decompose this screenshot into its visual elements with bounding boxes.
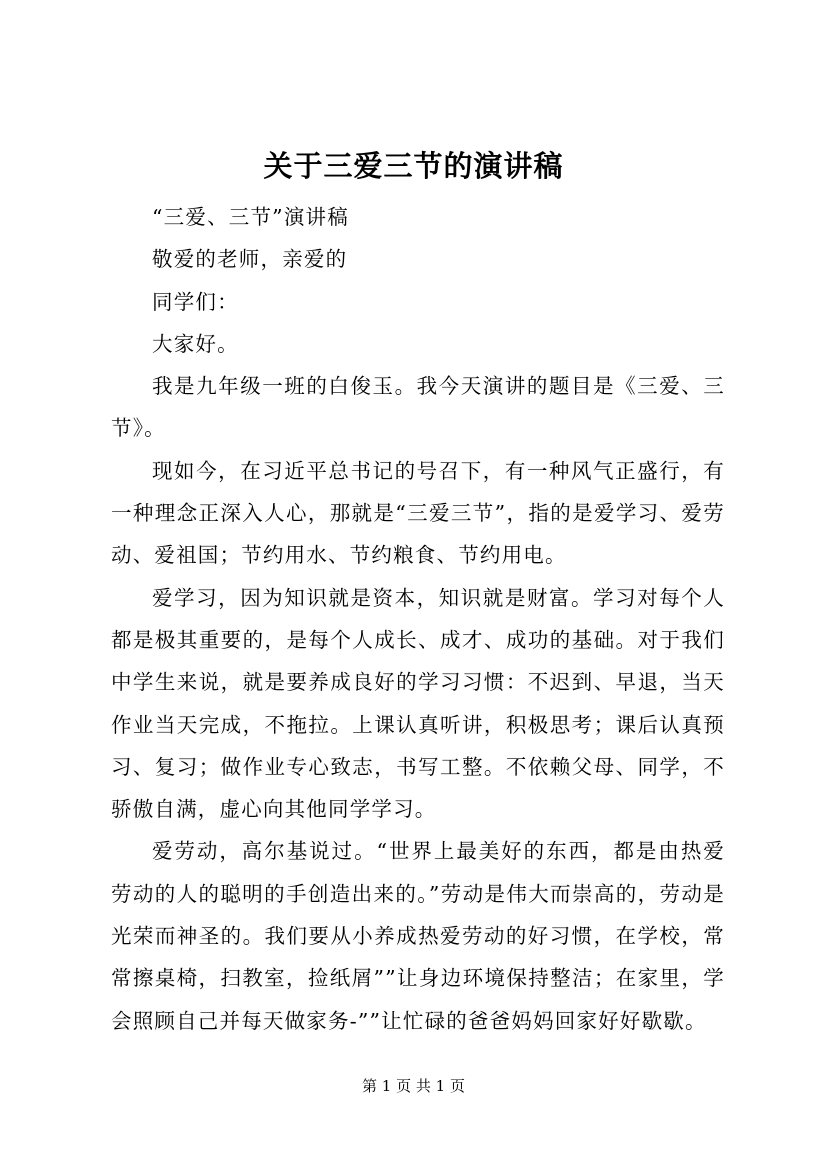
paragraph-love-labor: 爱劳动，高尔基说过。“世界上最美好的东西，都是由热爱劳动的人的聪明的手创造出来的。”劳动是伟大而崇高的，劳动是光荣而神圣的。我们要从小养成热爱劳动的好习惯，在学校，常常擦桌椅，扫教室，捡纸屑””让身边环境保持整洁；在家里，学会照顾自己并每天做家务-””让忙碌的爸爸妈妈回家好好歇歇。 <box>111 839 725 1033</box>
paragraph-introduction: 我是九年级一班的白俊玉。我今天演讲的题目是《三爱、三节》。 <box>111 374 725 441</box>
document-title: 关于三爱三节的演讲稿 <box>263 149 564 183</box>
paragraph-subtitle: “三爱、三节”演讲稿 <box>152 205 349 229</box>
paragraph-salutation: 敬爱的老师，亲爱的 <box>152 247 348 272</box>
paragraph-greeting: 大家好。 <box>152 331 239 356</box>
document-body <box>111 196 725 1042</box>
paragraph-salutation-continued: 同学们： <box>152 289 239 314</box>
page-number-footer: 第 1 页 共 1 页 <box>362 1077 465 1095</box>
paragraph-three-loves-overview: 现如今，在习近平总书记的号召下，有一种风气正盛行，有一种理念正深入人心，那就是“三爱三节”，指的是爱学习、爱劳动、爱祖国；节约用水、节约粮食、节约用电。 <box>111 458 725 568</box>
paragraph-love-learning: 爱学习，因为知识就是资本，知识就是财富。学习对每个人都是极其重要的，是每个人成长、成才、成功的基础。对于我们中学生来说，就是要养成良好的学习习惯：不迟到、早退，当天作业当天完成，不拖拉。上课认真听讲，积极思考；课后认真预习、复习；做作业专心致志，书写工整。不依赖父母、同学，不骄傲自满，虚心向其他同学学习。 <box>111 585 725 822</box>
